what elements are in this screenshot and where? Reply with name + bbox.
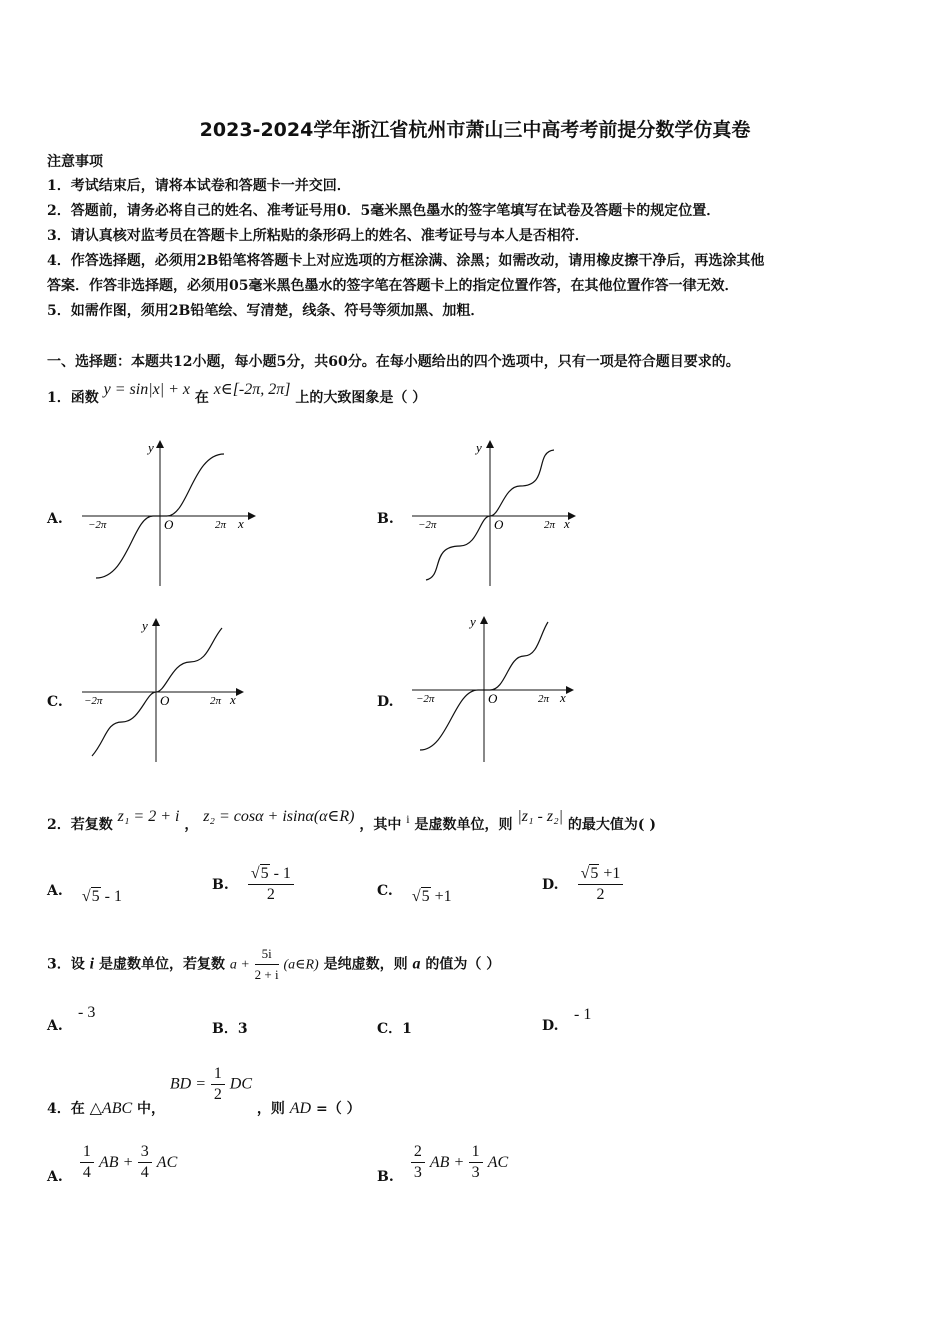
q4-bd: BD = (169, 1075, 207, 1093)
q2-option-a-rest: - 1 (100, 888, 122, 905)
q3-mid: 是虚数单位，若复数 (98, 956, 225, 973)
graph-b (408, 434, 588, 589)
q2-option-c-rest: +1 (430, 888, 452, 905)
q2-z2: z₂ = cosα + isinα(α∈R) (203, 808, 355, 825)
q2-option-c-label: C. (377, 883, 393, 899)
q4-option-a (47, 1142, 177, 1183)
graph-c-origin: O (160, 693, 170, 708)
q1-option-b-label: B. (377, 511, 394, 527)
graph-d-neg-tick: −2π (416, 693, 435, 705)
q4-b-d1: 3 (413, 1164, 422, 1181)
graph-d-x-label: x (560, 690, 566, 705)
q2-option-c: C. √5 +1 (377, 883, 452, 905)
graph-c-pos-tick: 2π (210, 695, 222, 707)
q4-then: ，则 (256, 1100, 285, 1117)
q3-option-a-label: A. (47, 1018, 63, 1034)
q4-a-d1: 4 (82, 1164, 91, 1181)
q3-frac-num: 5i (255, 944, 279, 965)
q4-a-n2: 3 (138, 1142, 152, 1163)
q4-b-d2: 3 (471, 1164, 480, 1181)
q1-option-c-label: C. (47, 694, 63, 710)
q3-option-d-value: - 1 (574, 1006, 592, 1023)
graph-c-x-label: x (230, 692, 236, 707)
q4-b-v2: AC (487, 1154, 509, 1171)
notice-item-1: 1．考试结束后，请将本试卷和答题卡一并交回． (47, 178, 351, 194)
q2-num: 2．若复数 (47, 817, 113, 833)
q1-formula: y = sin|x| + x (103, 381, 190, 398)
q4-option-b-label: B. (377, 1169, 394, 1185)
q2-i: i (406, 812, 410, 826)
graph-a-pos-tick: 2π (215, 519, 227, 531)
graph-a-y-arrow (156, 440, 164, 448)
q2-stem (47, 808, 657, 834)
graph-d-origin: O (488, 691, 498, 706)
q3-option-d-label: D. (542, 1018, 559, 1034)
q2-option-a-root: 5 (91, 888, 100, 905)
q2-option-b: B. $\frac{√5 - 1}{2}$ (212, 864, 294, 905)
graph-b-pos-tick: 2π (544, 519, 556, 531)
notice-item-5: 5．如需作图，须用2B铅笔绘、写清楚，线条、符号等须加黑、加粗． (47, 303, 485, 319)
graph-d (408, 612, 588, 767)
notice-item-4-cont: 答案．作答非选择题，必须用05毫米黑色墨水的签字笔在答题卡上的指定位置作答，在其他位置作答一律无效． (47, 278, 739, 294)
q3-a: a + (229, 957, 250, 973)
q4-option-b (377, 1142, 508, 1183)
q2-mid: ，其中 (359, 817, 402, 833)
q4-a-d2: 4 (140, 1164, 149, 1181)
page-title: 2023-2024学年浙江省杭州市萧山三中高考考前提分数学仿真卷 (199, 119, 751, 141)
q2-tail: 的最大值为( ) (567, 817, 657, 833)
q1-stem (47, 381, 427, 407)
graph-d-y-arrow (480, 616, 488, 624)
q3-option-b-label: B．3 (212, 1021, 248, 1037)
q3-i: i (89, 955, 95, 973)
q4-a-v1: AB (98, 1154, 119, 1171)
q3-tail: 的值为（ ） (425, 956, 501, 973)
q4-mid: 中， (137, 1100, 166, 1117)
q1-mid: 在 (194, 390, 209, 406)
q2-option-d-rest: +1 (599, 865, 621, 882)
graph-a-origin: O (164, 517, 174, 532)
q4-b-v1: AB (429, 1154, 450, 1171)
q2-option-a-label: A. (47, 883, 63, 899)
q1-option-a-label: A. (47, 511, 63, 527)
q3-num: 3．设 (47, 956, 85, 973)
q2-option-d-den: 2 (596, 886, 605, 903)
q3-stem (47, 944, 500, 985)
q3-option-c-label: C．1 (377, 1021, 412, 1037)
graph-b-x-label: x (564, 516, 570, 531)
graph-c (78, 612, 258, 767)
graph-a-neg-tick: −2π (88, 519, 107, 531)
q1-domain: x∈[-2π, 2π] (213, 381, 291, 398)
q1-tail: 上的大致图象是（ ） (295, 390, 427, 406)
q2-option-a: A. √5 - 1 (47, 883, 122, 905)
q4-dc: DC (229, 1075, 253, 1093)
q2-option-d: D. $\frac{√5 +1}{2}$ (542, 864, 623, 905)
q4-b-n1: 2 (411, 1142, 425, 1163)
q3-cond: (a∈R) (283, 957, 319, 973)
graph-c-y-label: y (142, 618, 148, 633)
graph-b-origin: O (494, 517, 504, 532)
q4-half-num: 1 (211, 1064, 225, 1085)
q4-ad: AD (289, 1099, 312, 1117)
q2-abs: |z₁ - z₂| (517, 808, 564, 825)
graph-b-y-label: y (476, 440, 482, 455)
q4-tail: =（ ） (315, 1100, 361, 1117)
q4-stem (47, 1064, 361, 1117)
graph-a-y-label: y (148, 440, 154, 455)
q2-mid2: 是虚数单位，则 (414, 817, 513, 833)
q4-b-n2: 1 (469, 1142, 483, 1163)
q3-mid2: 是纯虚数，则 (323, 956, 408, 973)
graph-c-neg-tick: −2π (84, 695, 103, 707)
graph-d-y-label: y (470, 614, 476, 629)
q2-option-b-root: 5 (260, 865, 269, 882)
q4-a-op: + (123, 1154, 133, 1171)
q2-option-c-root: 5 (421, 888, 430, 905)
q2-option-b-den: 2 (266, 886, 275, 903)
q4-half-den: 2 (213, 1086, 222, 1103)
q2-option-b-label: B. (212, 877, 229, 893)
graph-c-x-arrow (236, 688, 244, 696)
graph-d-x-arrow (566, 686, 574, 694)
q3-frac-den: 2 + i (254, 967, 279, 982)
graph-d-pos-tick: 2π (538, 693, 550, 705)
q3-option-a-value: - 3 (78, 1004, 96, 1021)
graph-b-neg-tick: −2π (418, 519, 437, 531)
q4-b-op: + (454, 1154, 464, 1171)
q4-triangle: △ABC (89, 1099, 133, 1117)
q3-a2: a (412, 955, 421, 973)
notice-item-2: 2．答题前，请务必将自己的姓名、准考证号用0．5毫米黑色墨水的签字笔填写在试卷及答题卡的规定位置． (47, 203, 721, 219)
notice-item-3: 3．请认真核对监考员在答题卡上所粘贴的条形码上的姓名、准考证号与本人是否相符． (47, 228, 589, 244)
q2-z1: z₁ = 2 + i (117, 808, 180, 825)
q1-option-d-label: D. (377, 694, 394, 710)
graph-b-y-arrow (486, 440, 494, 448)
section-heading: 一、选择题：本题共12小题，每小题5分，共60分。在每小题给出的四个选项中，只有一项是符合题目要求的。 (47, 354, 740, 370)
q1-num: 1．函数 (47, 390, 99, 406)
q4-a-v2: AC (156, 1154, 178, 1171)
graph-c-y-arrow (152, 618, 160, 626)
graph-a-x-label: x (238, 516, 244, 531)
q4-a-n1: 1 (80, 1142, 94, 1163)
q2-option-d-root: 5 (590, 865, 599, 882)
q2-option-d-label: D. (542, 877, 559, 893)
q2-sep: ， (184, 817, 199, 833)
notice-item-4: 4．作答选择题，必须用2B铅笔将答题卡上对应选项的方框涂满、涂黑；如需改动，请用橡皮擦干净后，再选涂其他 (47, 253, 765, 269)
q4-num: 4．在 (47, 1100, 85, 1117)
q4-option-a-label: A. (47, 1169, 63, 1185)
notice-heading: 注意事项 (47, 154, 103, 170)
q2-option-b-rest: - 1 (269, 865, 291, 882)
graph-a (78, 434, 258, 589)
graph-a-x-arrow (248, 512, 256, 520)
